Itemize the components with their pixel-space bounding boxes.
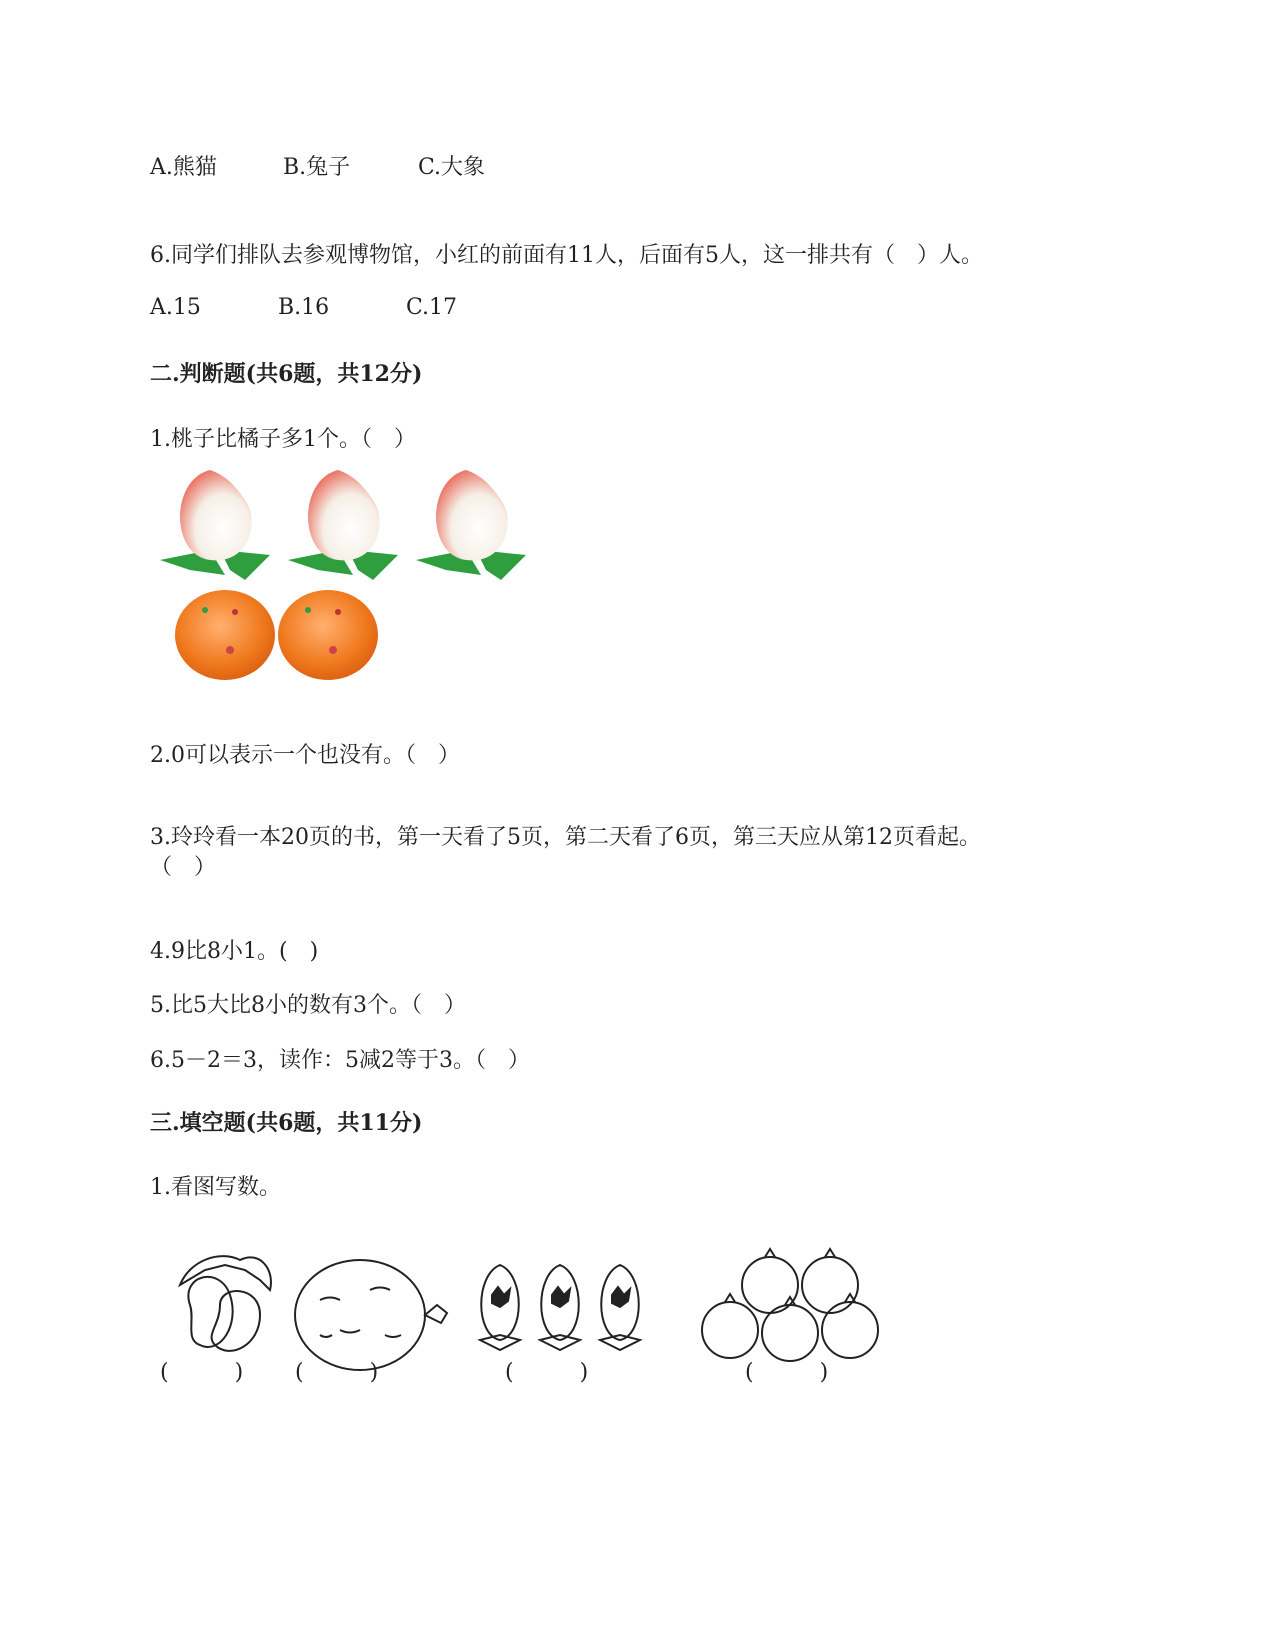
q6-option-a: A.15 [150, 295, 201, 320]
peach-sketch-icon [600, 1265, 640, 1350]
peaches-oranges-picture [150, 470, 550, 700]
melon-icon [295, 1260, 447, 1370]
answer-blank-apple[interactable]: ( ) [745, 1360, 829, 1385]
mango-icon [180, 1256, 271, 1351]
s2-item-1: 1.桃子比橘子多1个。（ ） [150, 427, 416, 452]
s2-item-2: 2.0可以表示一个也没有。（ ） [150, 743, 460, 768]
apple-icon [742, 1249, 798, 1313]
s2-item-3: 3.玲玲看一本20页的书，第一天看了5页，第二天看了6页，第三天应从第12页看起。 [150, 825, 981, 850]
apple-icon [802, 1249, 858, 1313]
q6-stem: 6.同学们排队去参观博物馆，小红的前面有11人，后面有5人，这一排共有（ ）人。 [150, 243, 983, 268]
q5-option-c: C.大象 [418, 155, 486, 180]
s3-item-1: 1.看图写数。 [150, 1175, 281, 1200]
peach-icon [160, 470, 270, 580]
q5-option-a: A.熊猫 [150, 155, 217, 180]
section3-heading: 三.填空题(共6题，共11分) [150, 1110, 423, 1136]
section2-heading: 二.判断题(共6题，共12分) [150, 361, 423, 387]
peach-icon [288, 470, 398, 580]
orange-icon [175, 590, 275, 680]
q6-option-c: C.17 [406, 295, 458, 320]
peach-sketch-icon [480, 1265, 520, 1350]
s2-item-4: 4.9比8小1。( ) [150, 939, 319, 964]
s2-item-6: 6.5－2＝3，读作：5减2等于3。（ ） [150, 1048, 530, 1073]
answer-blank-peach[interactable]: ( ) [505, 1360, 589, 1385]
s2-item-3-paren: （ ） [150, 855, 217, 880]
peach-icon [416, 470, 526, 580]
orange-icon [278, 590, 378, 680]
apple-icon [762, 1297, 818, 1361]
q5-option-b: B.兔子 [283, 155, 351, 180]
s2-item-5: 5.比5大比8小的数有3个。（ ） [150, 993, 466, 1018]
q6-option-b: B.16 [278, 295, 330, 320]
answer-blank-mango[interactable]: ( ) [160, 1360, 244, 1385]
peach-sketch-icon [540, 1265, 580, 1350]
answer-blank-melon[interactable]: ( ) [295, 1360, 379, 1385]
